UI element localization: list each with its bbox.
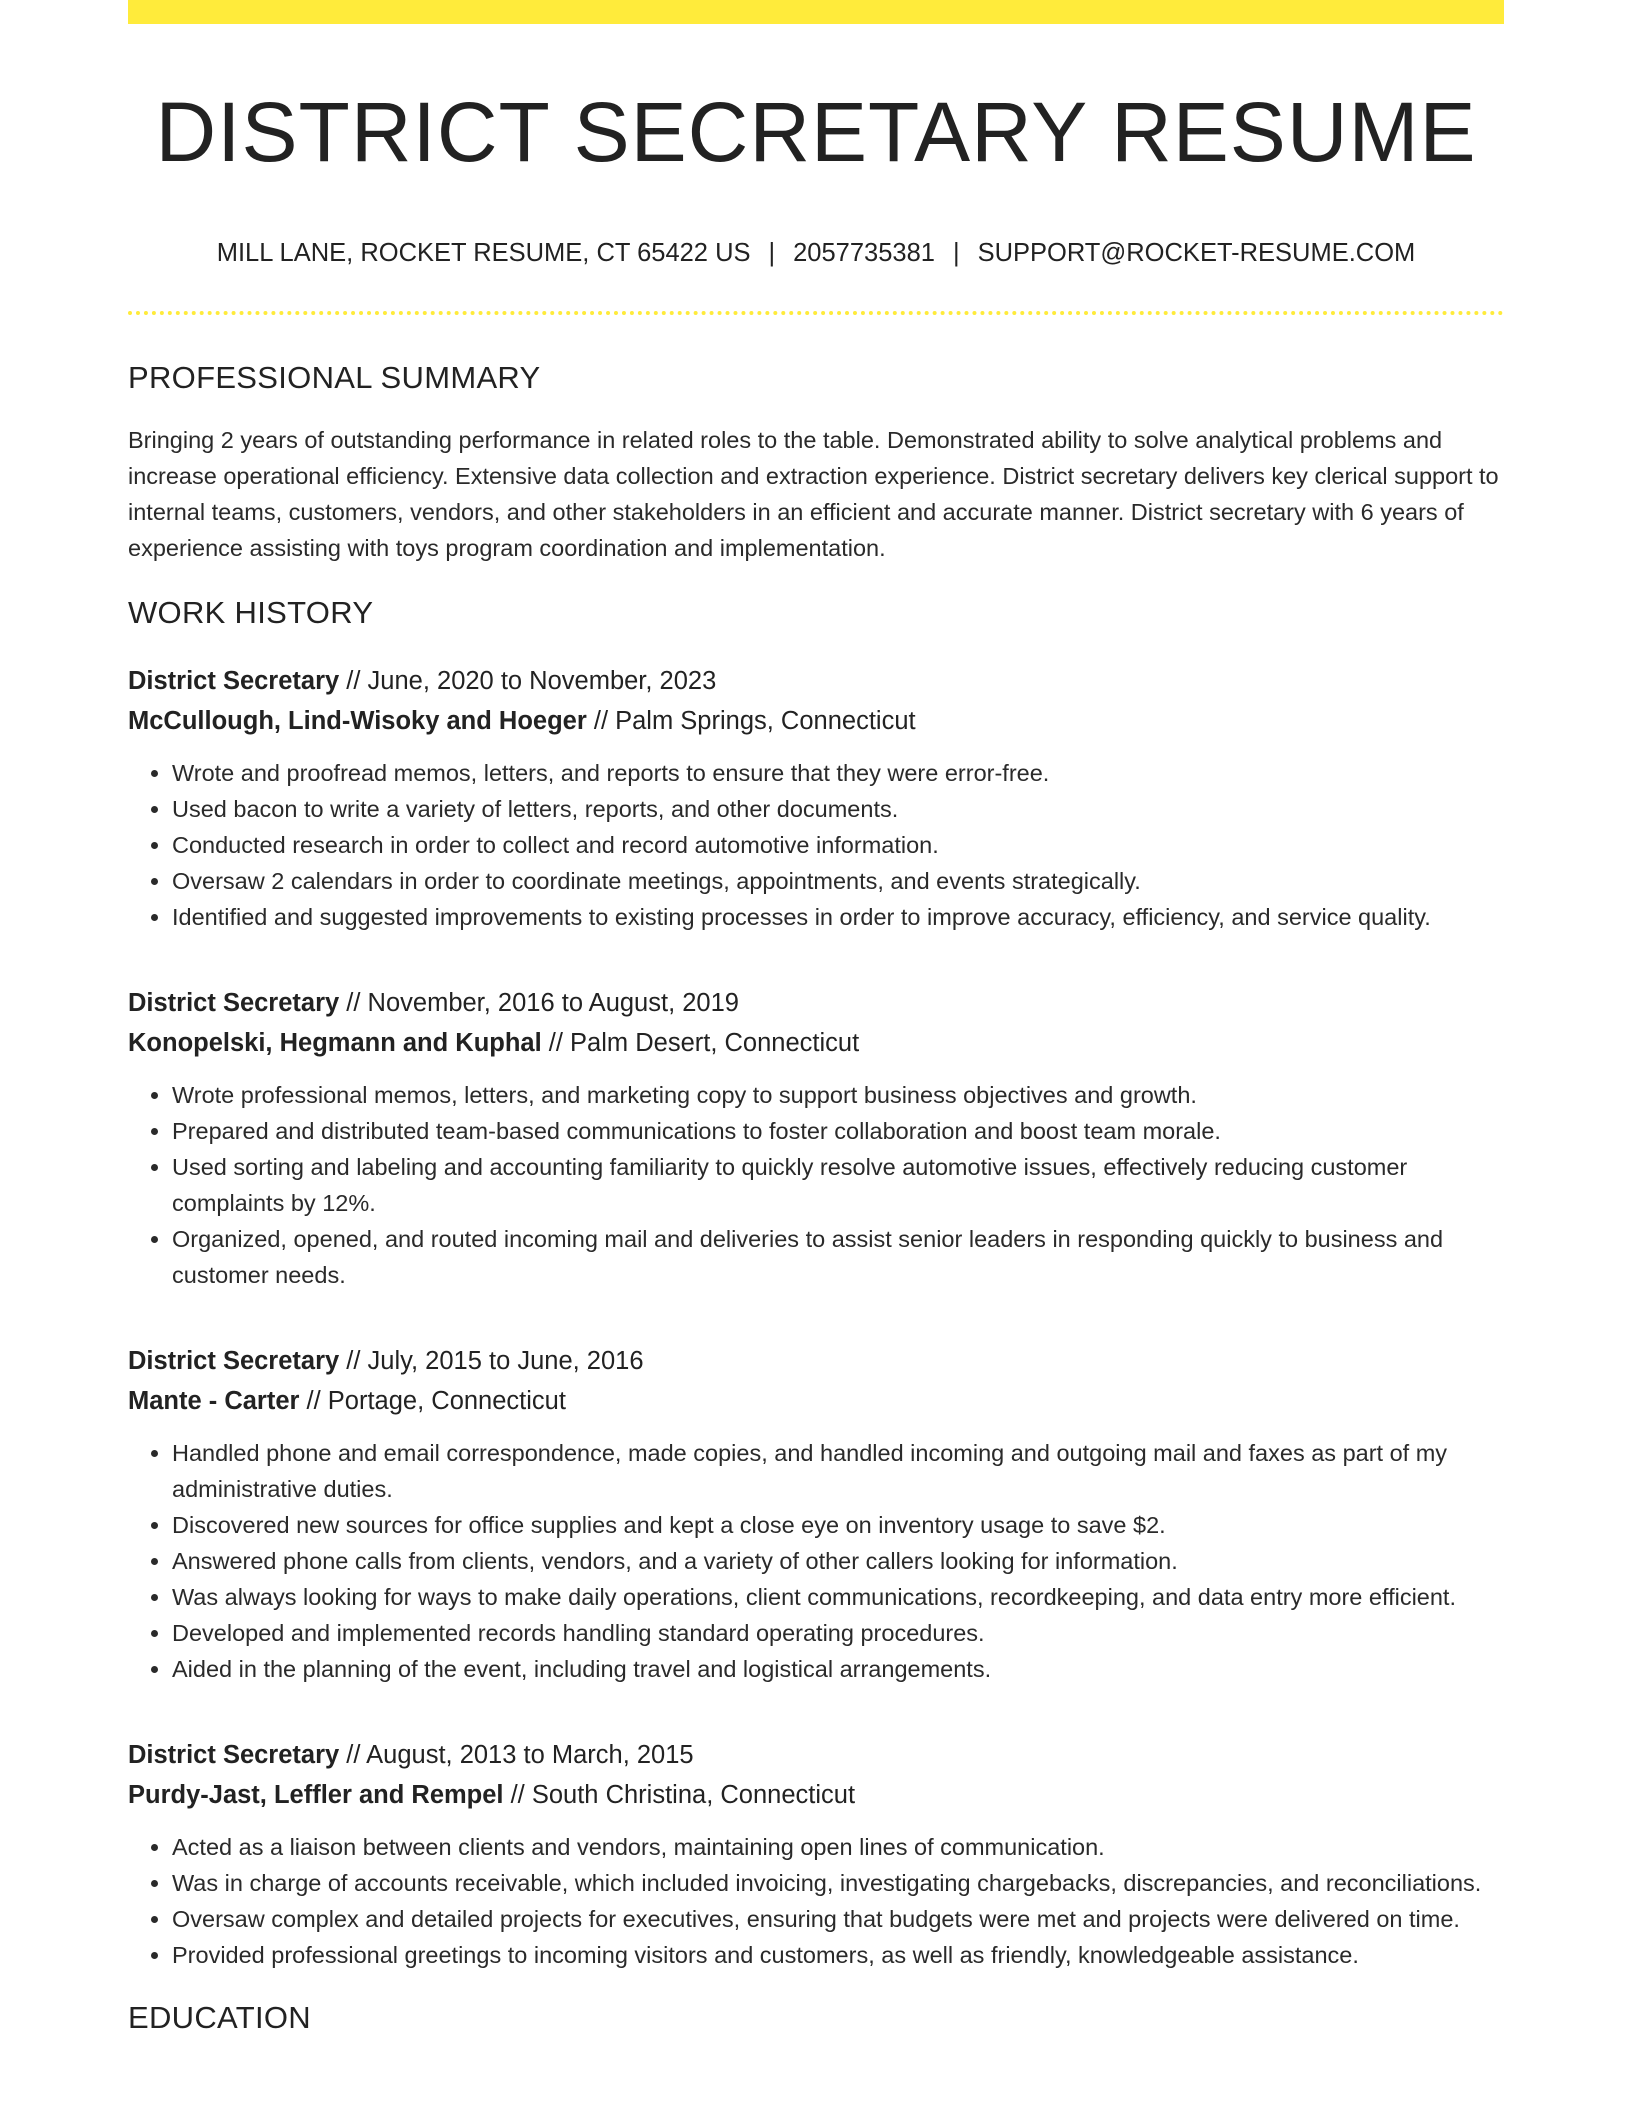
education-heading: EDUCATION: [128, 2000, 311, 2036]
job-company: Konopelski, Hegmann and Kuphal: [128, 1029, 542, 1058]
job-title-line: [128, 661, 1504, 701]
job-entry: [128, 983, 1504, 1293]
job-dates: // June, 2020 to November, 2023: [339, 667, 717, 696]
job-duties: [128, 1829, 1504, 1973]
resume-page: [128, 0, 1504, 2037]
job-title: District Secretary: [128, 989, 340, 1018]
duty-item: • Used sorting and labeling and accounting familiarity to quickly resolve automotive issues, effectively reducing customer complaints by 12%.: [172, 1149, 1504, 1221]
job-title-line: [128, 1341, 1504, 1381]
duty-item: • Organized, opened, and routed incoming mail and deliveries to assist senior leaders in responding quickly to business and customer needs.: [172, 1221, 1504, 1293]
duty-item: • Conducted research in order to collect and record automotive information.: [172, 827, 1504, 863]
job-location: // Portage, Connecticut: [299, 1387, 566, 1416]
work-history-list: [128, 661, 1504, 1973]
job-company: McCullough, Lind-Wisoky and Hoeger: [128, 707, 587, 736]
contact-separator: |: [768, 239, 776, 268]
job-entry: [128, 661, 1504, 935]
job-company-line: [128, 1023, 1504, 1063]
duty-item: • Answered phone calls from clients, vendors, and a variety of other callers looking for information.: [172, 1543, 1504, 1579]
job-company: Purdy-Jast, Leffler and Rempel: [128, 1781, 504, 1810]
job-dates: // August, 2013 to March, 2015: [339, 1741, 694, 1770]
job-company-line: [128, 1381, 1504, 1421]
job-duties: [128, 1077, 1504, 1293]
duty-item: • Used bacon to write a variety of letters, reports, and other documents.: [172, 791, 1504, 827]
job-title: District Secretary: [128, 1347, 340, 1376]
contact-phone: 2057735381: [793, 239, 935, 268]
duty-item: • Handled phone and email correspondence, made copies, and handled incoming and outgoing mail and faxes as part of my administrative duties.: [172, 1435, 1504, 1507]
job-company: Mante - Carter: [128, 1387, 300, 1416]
job-duties: [128, 1435, 1504, 1687]
duty-item: • Prepared and distributed team-based communications to foster collaboration and boost team morale.: [172, 1113, 1504, 1149]
job-dates: // November, 2016 to August, 2019: [339, 989, 739, 1018]
summary-text: Bringing 2 years of outstanding performance in related roles to the table. Demonstrated ability to solve analytical problems and increase operational efficiency. Extensive data collection and extraction experience. District secretary delivers key clerical support to internal teams, customers, vendors, and other stakeholders in an efficient and accurate manner. District secretary with 6 years of experience assisting with toys program coordination and implementation.: [128, 427, 1499, 562]
duty-item: • Aided in the planning of the event, including travel and logistical arrangements.: [172, 1651, 1504, 1687]
duty-item: • Discovered new sources for office supplies and kept a close eye on inventory usage to save $2.: [172, 1507, 1504, 1543]
contact-separator: |: [952, 239, 960, 268]
contact-line: [128, 238, 1504, 269]
job-location: // Palm Springs, Connecticut: [586, 707, 916, 736]
duty-item: • Oversaw 2 calendars in order to coordinate meetings, appointments, and events strategically.: [172, 863, 1504, 899]
duty-item: • Identified and suggested improvements to existing processes in order to improve accuracy, efficiency, and service quality.: [172, 899, 1504, 935]
job-title-line: [128, 983, 1504, 1023]
job-title-line: [128, 1735, 1504, 1775]
job-duties: [128, 755, 1504, 935]
work-history-heading: WORK HISTORY: [128, 595, 374, 631]
job-title: District Secretary: [128, 1741, 340, 1770]
duty-item: • Oversaw complex and detailed projects for executives, ensuring that budgets were met and projects were delivered on time.: [172, 1901, 1504, 1937]
contact-address: MILL LANE, ROCKET RESUME, CT 65422 US: [216, 239, 751, 268]
job-dates: // July, 2015 to June, 2016: [339, 1347, 644, 1376]
duty-item: • Provided professional greetings to incoming visitors and customers, as well as friendly, knowledgeable assistance.: [172, 1937, 1504, 1973]
contact-email: SUPPORT@ROCKET-RESUME.COM: [977, 239, 1416, 268]
duty-item: • Was always looking for ways to make daily operations, client communications, recordkeeping, and data entry more efficient.: [172, 1579, 1504, 1615]
job-title: District Secretary: [128, 667, 340, 696]
duty-item: • Was in charge of accounts receivable, which included invoicing, investigating chargebacks, discrepancies, and reconciliations.: [172, 1865, 1504, 1901]
duty-item: • Acted as a liaison between clients and vendors, maintaining open lines of communication.: [172, 1829, 1504, 1865]
accent-top-bar: [128, 0, 1504, 24]
duty-item: • Wrote and proofread memos, letters, and reports to ensure that they were error-free.: [172, 755, 1504, 791]
dotted-divider: [128, 311, 1504, 315]
job-company-line: [128, 701, 1504, 741]
page-title: DISTRICT SECRETARY RESUME: [155, 85, 1477, 179]
duty-item: • Developed and implemented records handling standard operating procedures.: [172, 1615, 1504, 1651]
job-location: // Palm Desert, Connecticut: [541, 1029, 860, 1058]
job-location: // South Christina, Connecticut: [503, 1781, 856, 1810]
summary-heading: PROFESSIONAL SUMMARY: [128, 359, 541, 395]
job-company-line: [128, 1775, 1504, 1815]
job-entry: [128, 1341, 1504, 1687]
duty-item: • Wrote professional memos, letters, and marketing copy to support business objectives and growth.: [172, 1077, 1504, 1113]
job-entry: [128, 1735, 1504, 1973]
